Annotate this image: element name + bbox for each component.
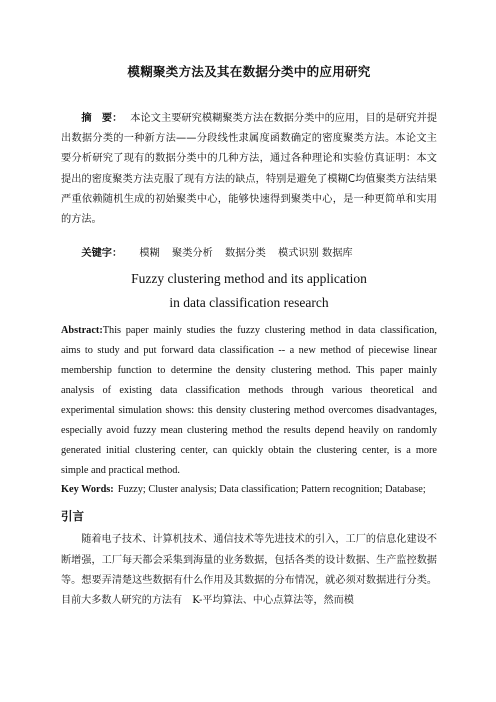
english-title <box>61 267 437 315</box>
abstract-cn-label: 摘 要： <box>81 113 123 124</box>
keyword-cn: 聚类分析 <box>172 248 213 260</box>
keyword-cn: 模糊 <box>139 248 160 260</box>
paper-title: 模糊聚类方法及其在数据分类中的应用研究 <box>127 64 371 79</box>
abstract-cn-text: 本论文主要研究模糊聚类方法在数据分类中的应用，目的是研究并提出数据分类的一种新方法——分段线性隶属度函数确定的密度聚类方法。本论文主要分析研究了现有的数据分类中的几种方法，通过各种理论和实验仿真证明：本文提出的密度聚类方法克服了现有方法的缺点，特别是避免了模糊C均值聚类方法结果严重依赖随机生成的初始聚类中心，能够快速得到聚类中心，是一种更简单和实用的方法。 <box>61 113 438 226</box>
abstract-en-text: This paper mainly studies the fuzzy clustering method in data classification, aims to study and put forward data classification -- a new method of piecewise linear membership function to determine the density clustering method. This paper mainly analysis of existing data classification methods through various theoretical and experimental simulation shows: this density clustering method overcomes disadvantages, especially avoid fuzzy mean clustering method the results depend heavily on randomly generated initial clustering center, can quickly obtain the clustering center, is a more simple and practical method. <box>61 325 437 476</box>
abstract-cn <box>61 109 437 230</box>
section-heading-intro: 引言 <box>61 509 84 524</box>
abstract-en-label: Abstract: <box>61 325 103 337</box>
keyword-cn: 数据库 <box>322 248 353 260</box>
abstract-en <box>61 321 437 480</box>
keywords-en-text: Fuzzy; Cluster analysis; Data classification; Pattern recognition; Database; <box>117 484 426 496</box>
keyword-cn: 模式识别 <box>278 248 319 260</box>
keywords-en-label: Key Words: <box>61 484 114 496</box>
keyword-cn: 数据分类 <box>225 248 266 260</box>
keywords-en <box>61 480 437 500</box>
keywords-cn-label: 关键字： <box>81 248 123 260</box>
english-title-line1: Fuzzy clustering method and its application <box>131 271 367 287</box>
intro-paragraph: 随着电子技术、计算机技术、通信技术等先进技术的引入，工厂的信息化建设不断增强，工厂每天都会采集到海量的业务数据，包括各类的设计数据、生产监控数据等。想要弄清楚这些数据有什么作用及其数据的分布情况，就必须对数据进行分类。目前大多数人研究的方法有 K-平均算法、中心点算法等，然而模 <box>61 534 437 607</box>
english-title-line2: in data classification research <box>169 295 329 311</box>
keywords-cn <box>61 244 437 259</box>
